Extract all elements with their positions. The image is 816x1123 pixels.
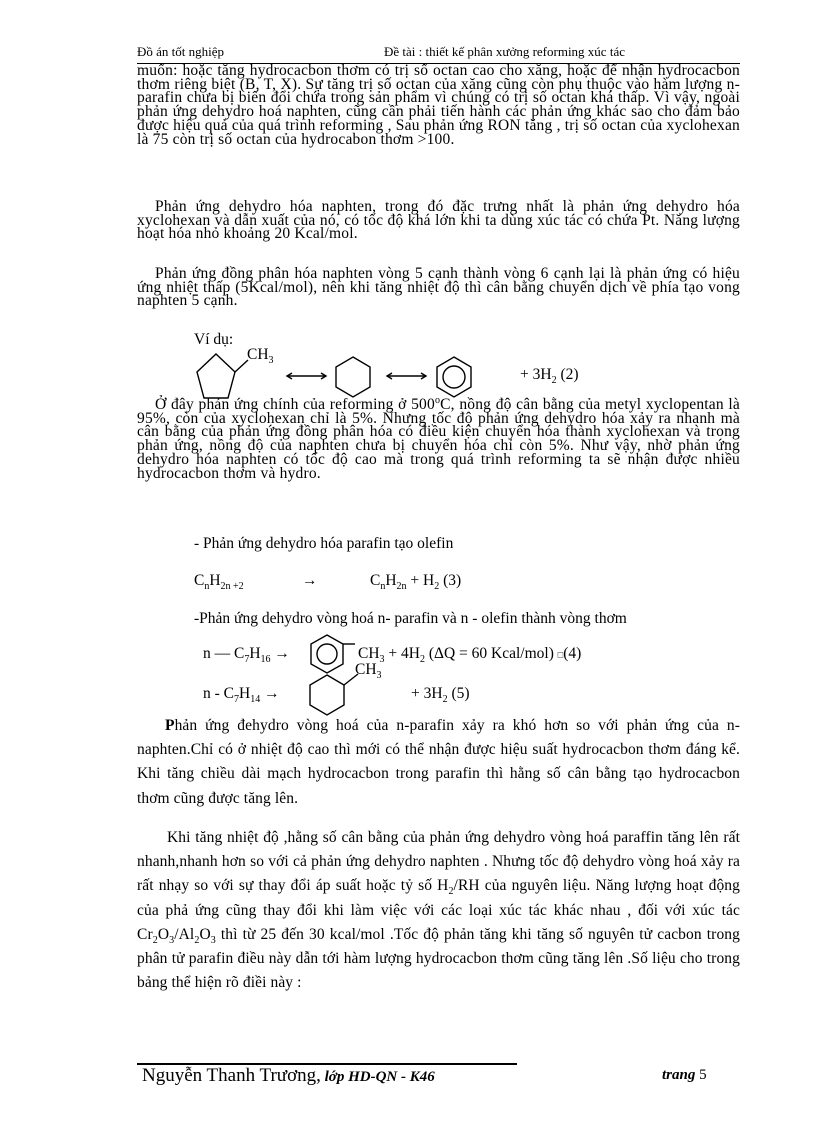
paragraph-6: Khi tăng nhiệt độ ,hằng số cân bằng của phản ứng dehydro vòng hoá paraffin tăng lên rất nhanh,nhanh hơn so với cả phản ứng dehydro naphten . Nhưng tốc độ dehydro vòng hoá xảy ra rất nhạy so với sự thay đổi áp suất hoặc tỷ số $H_2/RH$ của nguyên liệu. Năng lượng hoạt động của phả ứng cũng thay đổi khi làm việc với các loại xúc tác khác nhau , đối với xúc tác $Cr_2O_3/Al_2O_3$ thì từ 25 đến 30 kcal/mol .Tốc độ phản tăng khi tăng số nguyên tử cacbon trong phân tử parafin điều này dẫn tới hàm lượng hydrocacbon thơm cũng tăng lên .Số liệu cho trong bảng thể hiện rõ điềi này : (137, 829, 740, 992)
paragraph-3: Phản ứng đồng phân hóa naphten vòng 5 cạnh thành vòng 6 cạnh lại là phản ứng có hiệu ứng nhiệt thấp (5Kcal/mol), nên khi tăng nhiệt độ thì cân bằng chuyển dịch về phía tạo vong naphten 5 cạnh. (137, 265, 740, 310)
reaction3-lhs: $C_nH_{2n +2}$ (194, 572, 244, 593)
reaction3-arrow: → (302, 572, 318, 589)
toluene-ring (311, 635, 343, 673)
example-ch3: $CH_3$ (247, 346, 274, 367)
paragraph-2: Phản ứng dehydro hóa naphten, trong đó đặc trưng nhất là phản ứng dehydro hóa xyclohexan và dẫn xuất của nó, có tốc độ khá lớn khi ta dùng xúc tác có chứa Pt. Năng lượng hoạt hóa nhỏ khoảng 20 Kcal/mol. (137, 198, 740, 243)
methylcyclohexane-ring (310, 675, 344, 715)
reaction3-rhs: $C_nH_{2n} + H_2$ (3) (370, 572, 462, 593)
reaction5-ch3: $CH_3$ (355, 661, 382, 682)
reaction2-product: + $3H_2$ (2) (520, 366, 579, 387)
header-right: Đề tài : thiết kế phân xưởng reforming xúc tác (384, 44, 625, 59)
footer-author: Nguyễn Thanh Trương, lớp HD-QN - K46 (142, 1065, 435, 1086)
paragraph-1: muốn: hoặc tăng hydrocacbon thơm có trị số octan cao cho xăng, hoặc để nhận hydrocacbon thơm riêng biệt (B, T, X). Sự tăng trị số octan của xăng cũng còn phụ thuộc vào hàm lượng n-parafin chưa bị biến đổi chứa trong sản phẩm vì chúng có trị số octan khá thấp. Vì vậy, ngoài phản ứng dehydro hoá naphten, cũng cần phải tiến hành các phản ứng khác sao cho đảm bảo được hiệu quả của quá trình reforming , Sau phản ứng RON tăng , trị số octan của xyclohexan là 75 còn trị số octan của hydrocabon thơm >100. (137, 62, 740, 148)
reaction4-heading: -Phản ứng dehydro vòng hoá n- parafin và n - olefin thành vòng thơm (194, 610, 627, 627)
reaction4-lhs: n — $C_7H_{16}$ → (203, 645, 290, 666)
reaction4-rhs: $CH_3 + 4H_2$ (ΔQ = 60 Kcal/mol) □(4) (358, 645, 582, 666)
example-label: Ví dụ: (194, 331, 234, 348)
reaction3-heading: - Phản ứng dehydro hóa parafin tạo olefin (194, 535, 454, 552)
header-left: Đồ án tốt nghiệp (137, 44, 225, 59)
footer-page: trang 5 (662, 1067, 707, 1083)
paragraph-4: Ở đây phản ứng chính của reforming ở 500$^o$C, nồng độ cân bằng của metyl xyclopentan là 95%, còn của xyclohexan chỉ là 5%. Nhưng tốc độ phản ứng dehydro hóa xảy ra nhanh mà cân bằng của phản ứng đồng phân hóa có điều kiện chuyển hóa thành xyclohexan và trong phản ứng, nồng độ của naphten chưa bị chuyển hóa chỉ còn 5%. Như vậy, nhờ phản ứng dehydro hóa naphten có tốc độ cao mà trong quá trình reforming ta sẽ nhận được nhiều hydrocacbon thơm và hydro. (137, 394, 740, 482)
paragraph-5: Phản ứng đehydro vòng hoá của n-parafin xảy ra khó hơn so với phản ứng của n-naphten.Chỉ có ở nhiệt độ cao thì mới có thể nhận được hiệu suất hydrocacbon thơm đáng kể. Khi tăng chiều dài mạch hydrocacbon trong parafin thì hằng số cân bằng tạo hydrocacbon thơm cũng được tăng lên. (137, 717, 740, 807)
reaction5-lhs: n - $C_7H_{14}$ → (203, 685, 280, 706)
reaction5-rhs: + $3H_2$ (5) (411, 685, 470, 706)
